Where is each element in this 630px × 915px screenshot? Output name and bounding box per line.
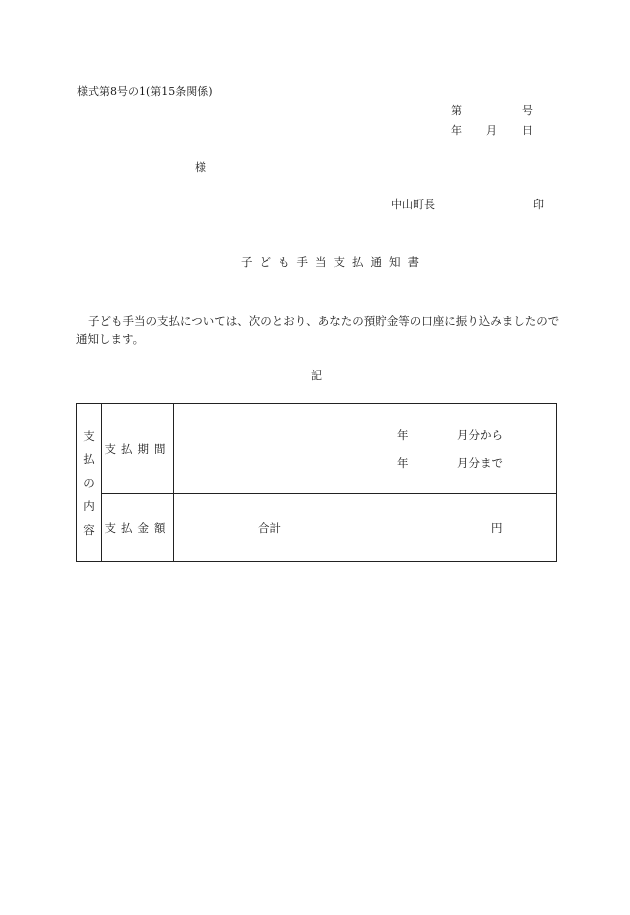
side-label-char: 容 xyxy=(83,522,95,537)
amount-value-cell xyxy=(174,494,557,562)
amount-unit: 円 xyxy=(491,521,503,535)
issuer-seal: 印 xyxy=(533,198,544,211)
body-text: 子ども手当の支払については、次のとおり、あなたの預貯金等の口座に振り込みましたので通知します。 xyxy=(76,314,560,346)
date-month: 月 xyxy=(486,124,497,137)
amount-total-label: 合計 xyxy=(258,521,281,535)
side-label-cell xyxy=(77,404,102,562)
side-label-char: の xyxy=(83,475,95,490)
payment-details-table xyxy=(76,403,557,562)
side-label-char: 支 xyxy=(83,428,95,443)
period-to-year: 年 xyxy=(397,456,409,470)
number-prefix: 第 xyxy=(451,104,462,117)
ki-label: 記 xyxy=(311,369,322,382)
period-from-year: 年 xyxy=(397,428,409,442)
amount-label: 支払金額 xyxy=(102,494,174,562)
period-to-month: 月分まで xyxy=(457,456,503,470)
recipient-honorific: 様 xyxy=(195,161,206,174)
date-day: 日 xyxy=(522,124,533,137)
form-number: 様式第8号の1(第15条関係) xyxy=(77,85,213,98)
date-year: 年 xyxy=(451,124,462,137)
document-title: 子ども手当支払通知書 xyxy=(241,255,426,269)
issuer-name: 中山町長 xyxy=(391,198,435,211)
side-label-char: 払 xyxy=(83,452,95,466)
period-label: 支払期間 xyxy=(102,404,174,494)
period-value-cell xyxy=(174,404,557,494)
side-label-char: 内 xyxy=(83,499,95,513)
number-suffix: 号 xyxy=(522,104,533,117)
side-label xyxy=(77,428,101,538)
period-from-month: 月分から xyxy=(457,428,503,442)
